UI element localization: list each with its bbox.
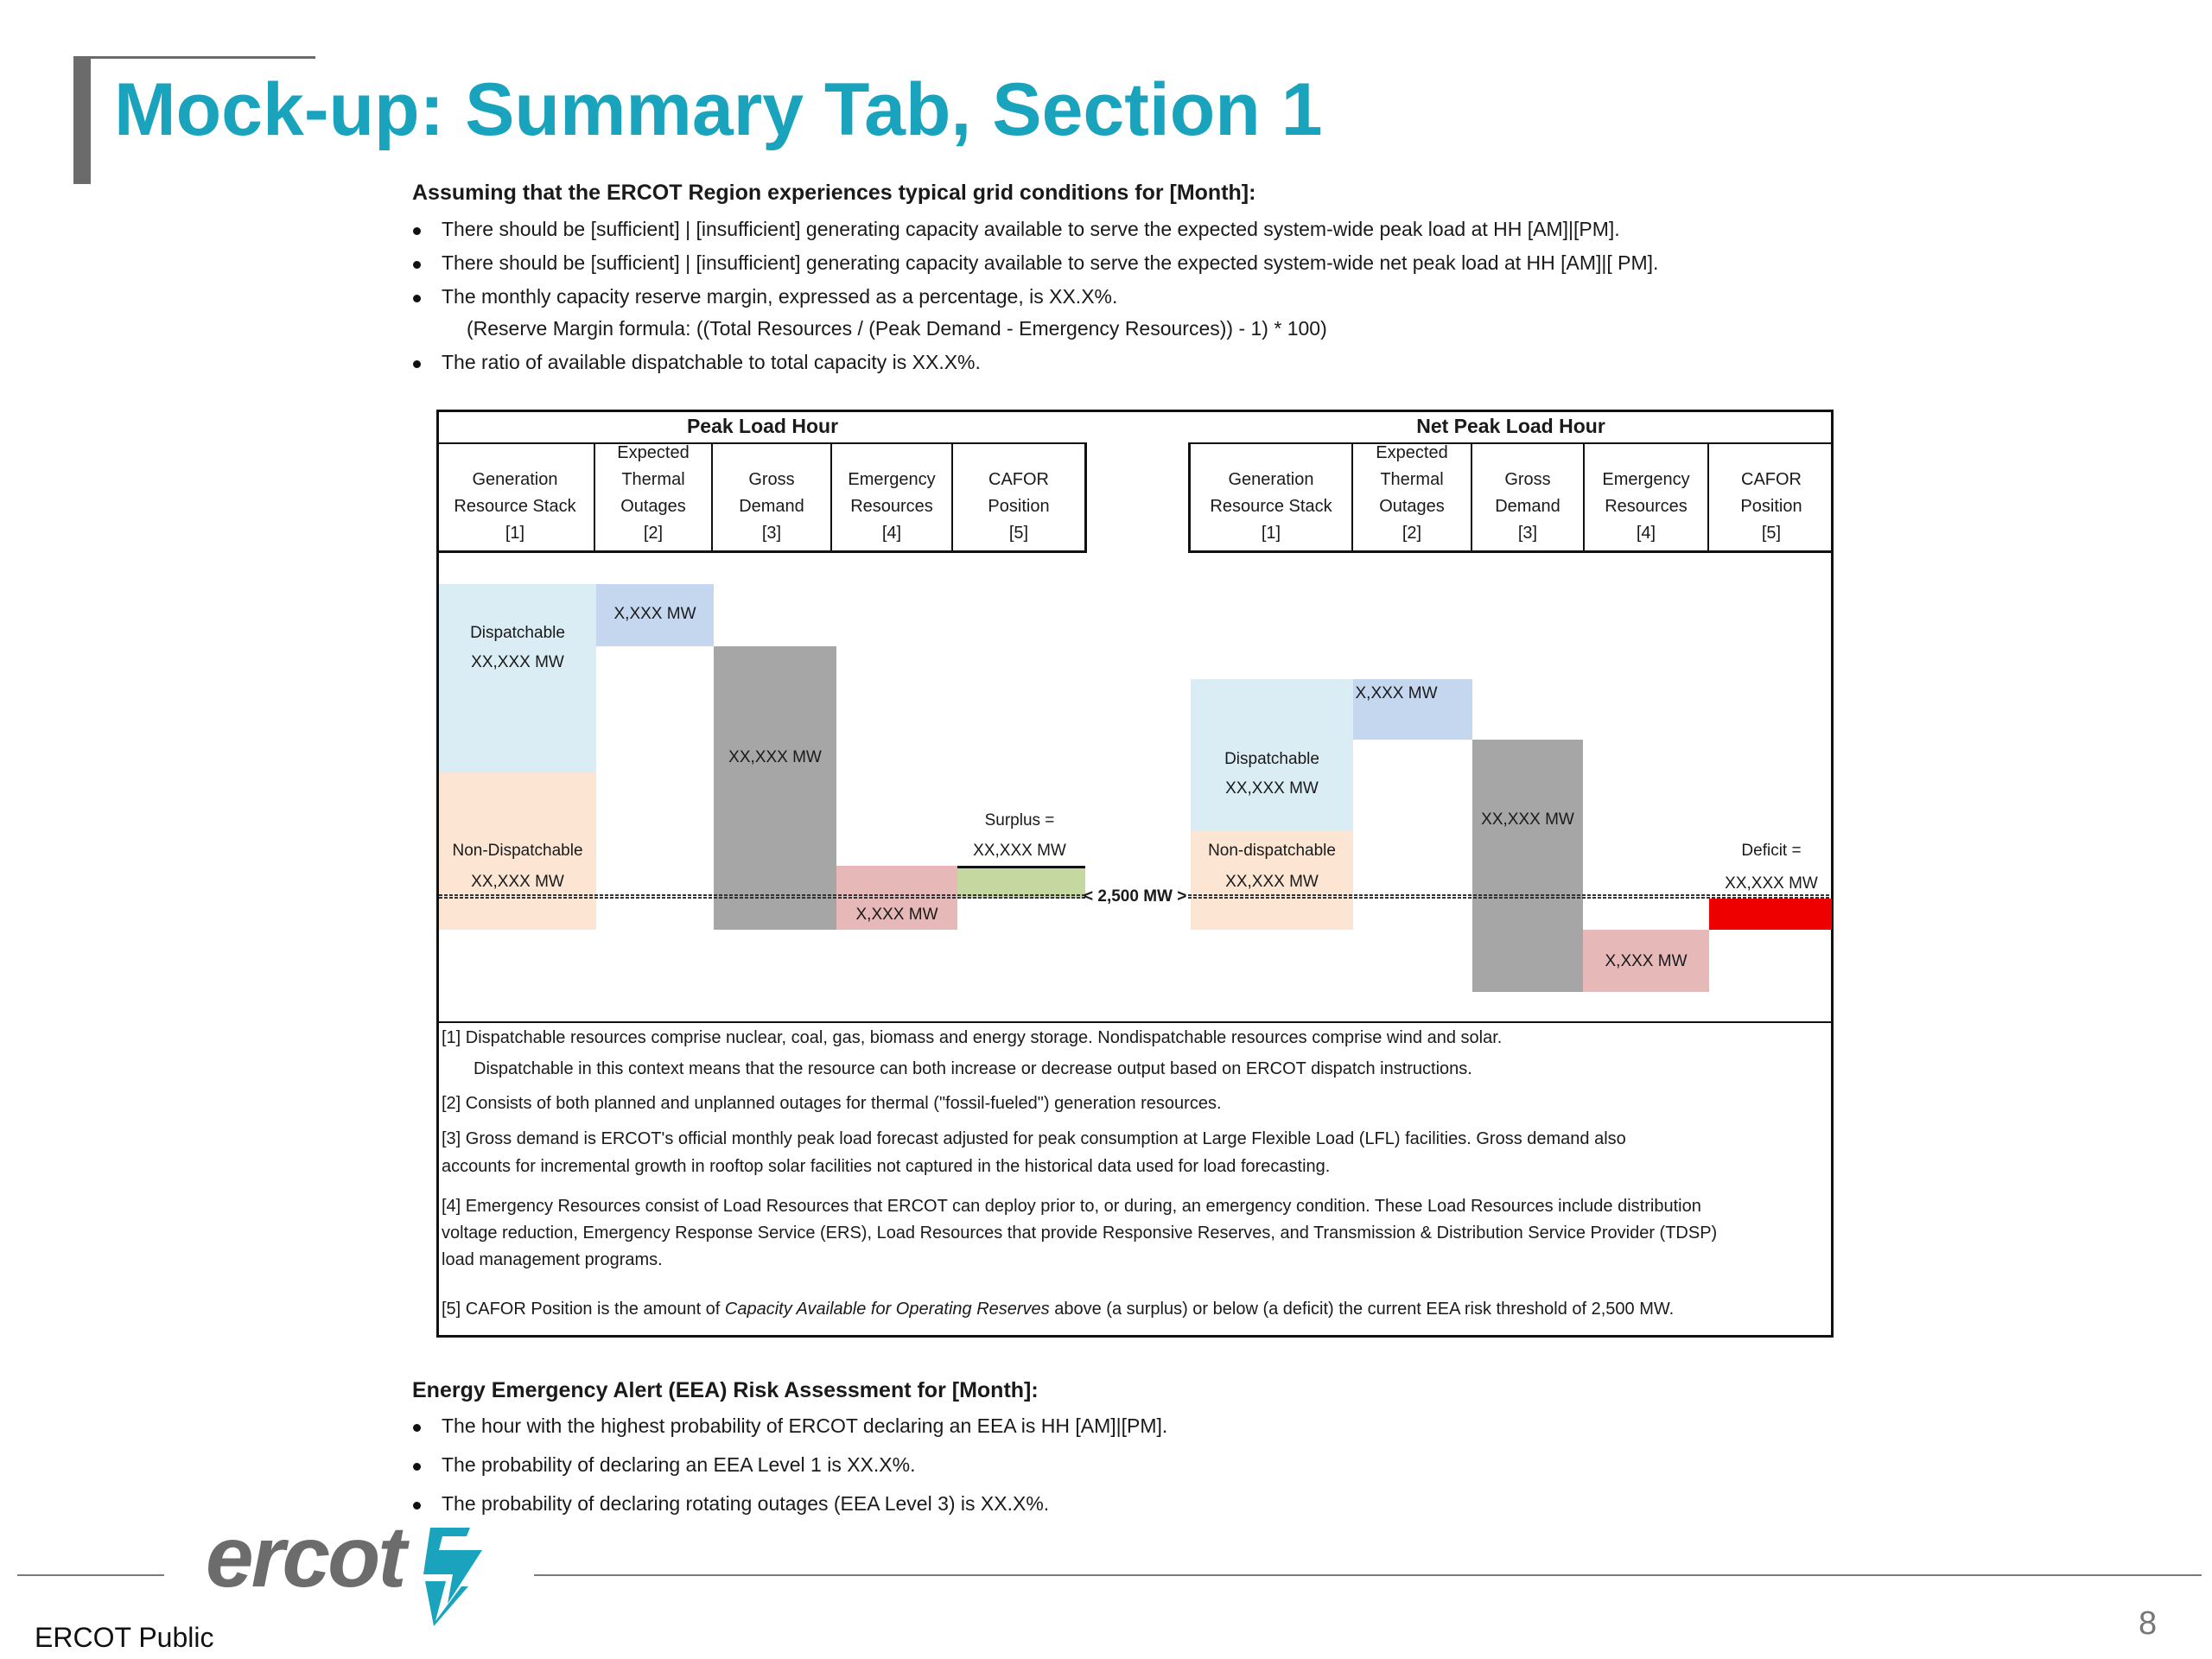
peak-emergency-resources-value: X,XXX MW [855, 906, 938, 924]
section2-bullet: The probability of declaring rotating outages (EEA Level 3) is XX.X%. [442, 1492, 1049, 1516]
reserve-margin-formula: (Reserve Margin formula: ((Total Resources / (Peak Demand - Emergency Resources)) - 1) * 100) [467, 317, 1327, 340]
peak-dispatchable-bar [439, 584, 596, 772]
header-emergency-resources: Emergency Resources [4] [832, 444, 953, 550]
peak-thermal-outages-value: X,XXX MW [613, 605, 696, 623]
section1-bullet: The monthly capacity reserve margin, expressed as a percentage, is XX.X%. [442, 285, 1117, 308]
peak-cafor-value: XX,XXX MW [973, 842, 1066, 860]
ercot-logo-bolt-icon [413, 1524, 491, 1628]
header-cafor-position: CAFOR Position [5] [1740, 470, 1802, 543]
peak-gross-demand-value: XX,XXX MW [728, 748, 822, 766]
footnote-4-end: load management programs. [442, 1250, 663, 1269]
footnote-4-continued: voltage reduction, Emergency Response Service (ERS), Load Resources that provide Responsive Reserves, and Transmission & Distribution Service Provider (TDSP) [442, 1224, 1718, 1243]
section1-bullet: There should be [sufficient] | [insufficient] generating capacity available to serve the expected system-wide peak load at HH [AM]|[PM]. [442, 218, 1620, 241]
footer-rule-left [17, 1574, 164, 1576]
section1-heading: Assuming that the ERCOT Region experiences typical grid conditions for [Month]: [412, 181, 1256, 205]
ercot-logo-text: ercot [206, 1509, 404, 1605]
net-dispatchable-value: XX,XXX MW [1225, 779, 1319, 798]
section2-heading: Energy Emergency Alert (EEA) Risk Assessment for [Month]: [412, 1378, 1039, 1402]
net-peak-column-headers [1188, 442, 1834, 553]
footnote-4: [4] Emergency Resources consist of Load Resources that ERCOT can deploy prior to, or during, an emergency condition. These Load Resources include distribution [442, 1197, 1701, 1216]
footnote-2: [2] Consists of both planned and unplanned outages for thermal ("fossil-fueled") generation resources. [442, 1094, 1222, 1113]
header-emergency-resources: Emergency Resources [4] [1585, 444, 1709, 550]
footnote-1-continued: Dispatchable in this context means that the resource can both increase or decrease output based on ERCOT dispatch instructions. [474, 1059, 1472, 1078]
footnotes-divider [436, 1021, 1834, 1023]
peak-gross-demand-bar [714, 646, 836, 930]
title-accent-rule [73, 56, 315, 59]
section1-bullet: The ratio of available dispatchable to total capacity is XX.X%. [442, 351, 981, 374]
net-cafor-value: XX,XXX MW [1725, 874, 1818, 893]
eea-threshold-label: < 2,500 MW > [1084, 887, 1187, 906]
peak-dispatchable-value: XX,XXX MW [471, 653, 564, 671]
peak-nondispatchable-label: Non-Dispatchable [452, 842, 583, 860]
header-expected-thermal-outages: Expected Thermal Outages [2] [595, 444, 713, 550]
net-gross-demand-bar [1472, 740, 1583, 992]
net-gross-demand-value: XX,XXX MW [1481, 810, 1574, 829]
net-thermal-outages-value: X,XXX MW [1355, 684, 1438, 702]
net-dispatchable-label: Dispatchable [1224, 750, 1319, 768]
header-cafor-position: CAFOR Position [5] [988, 470, 1050, 543]
classification-label: ERCOT Public [35, 1622, 214, 1653]
net-nondispatchable-label: Non-dispatchable [1208, 842, 1336, 860]
header-expected-thermal-outages: Expected Thermal Outages [2] [1353, 444, 1472, 550]
title-accent-bar [73, 56, 91, 184]
section1-bullet: There should be [sufficient] | [insufficient] generating capacity available to serve the expected system-wide net peak load at HH [AM]|[ PM]. [442, 251, 1658, 275]
footnote-3-continued: accounts for incremental growth in rooftop solar facilities not captured in the historical data used for load forecasting. [442, 1157, 1331, 1176]
section2-bullet: The probability of declaring an EEA Level 1 is XX.X%. [442, 1453, 915, 1477]
peak-load-hour-title: Peak Load Hour [686, 415, 839, 437]
net-peak-load-hour-title: Net Peak Load Hour [1416, 415, 1605, 437]
peak-column-headers [436, 442, 1087, 553]
footnote-3: [3] Gross demand is ERCOT's official monthly peak load forecast adjusted for peak consumption at Large Flexible Load (LFL) facilities. Gross demand also [442, 1129, 1626, 1148]
header-generation-resource-stack: Generation Resource Stack [1] [1191, 444, 1353, 550]
page-number: 8 [2139, 1605, 2158, 1642]
net-emergency-resources-value: X,XXX MW [1605, 952, 1688, 970]
header-generation-resource-stack: Generation Resource Stack [1] [436, 444, 595, 550]
peak-cafor-label: Surplus = [984, 811, 1055, 830]
net-nondispatchable-value: XX,XXX MW [1225, 873, 1319, 891]
footnote-5: [5] CAFOR Position is the amount of Capacity Available for Operating Reserves above (a surplus) or below (a deficit) the current EEA risk threshold of 2,500 MW. [442, 1300, 1675, 1319]
section2-bullet: The hour with the highest probability of ERCOT declaring an EEA is HH [AM]|[PM]. [442, 1414, 1167, 1438]
header-gross-demand: Gross Demand [3] [1472, 444, 1585, 550]
footnote-1: [1] Dispatchable resources comprise nuclear, coal, gas, biomass and energy storage. Nondispatchable resources comprise wind and solar. [442, 1028, 1503, 1047]
page-title: Mock-up: Summary Tab, Section 1 [114, 68, 1323, 151]
peak-dispatchable-label: Dispatchable [470, 624, 565, 642]
peak-nondispatchable-value: XX,XXX MW [471, 873, 564, 891]
net-cafor-label: Deficit = [1741, 842, 1802, 860]
header-gross-demand: Gross Demand [3] [713, 444, 832, 550]
footer-rule-right [534, 1574, 2202, 1576]
